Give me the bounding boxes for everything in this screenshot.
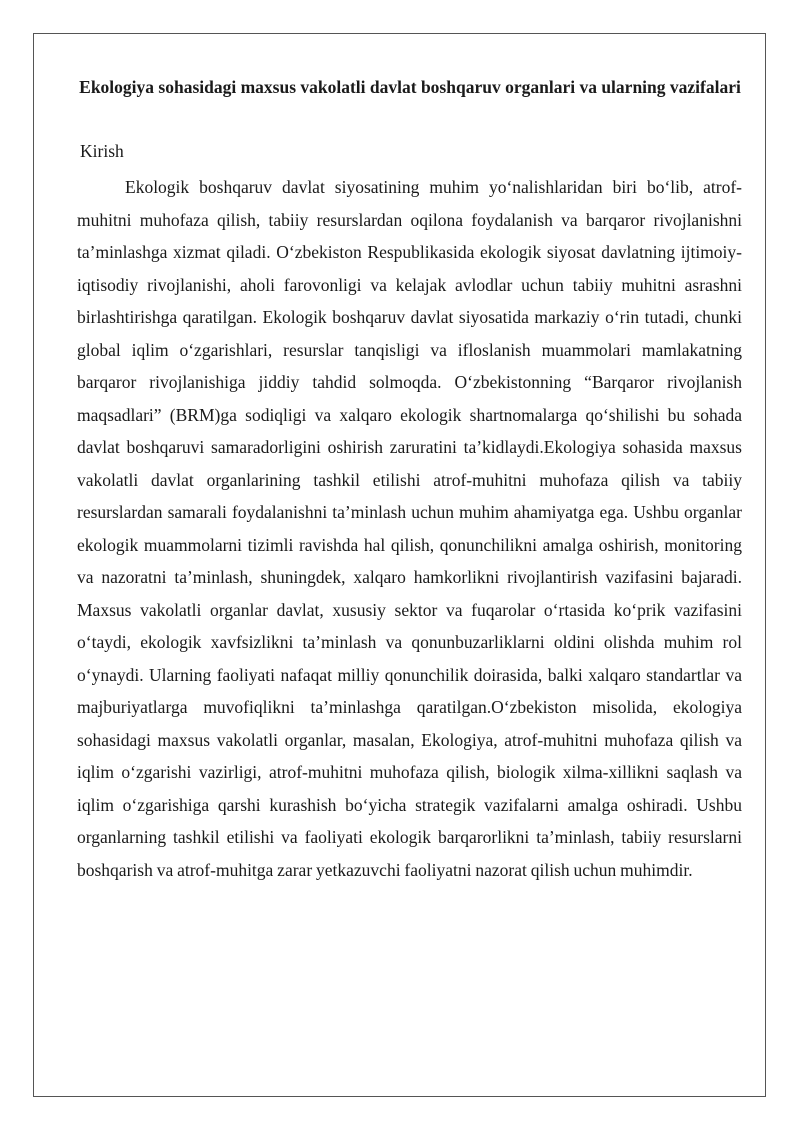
body-paragraph: Ekologik boshqaruv davlat siyosatining muhim yo‘nalishlaridan biri bo‘lib, atrof-muhitni muhofaza qilish, tabiiy resurslardan oqilona foydalanish va barqaror rivojlanishni ta’minlashga xizmat qiladi. O‘zbekiston Respublikasida ekologik siyosat davlatning ijtimoiy-iqtisodiy rivojlanishi, aholi farovonligi va kelajak avlodlar uchun tabiiy muhitni asrashni birlashtirishga qaratilgan. Ekologik boshqaruv davlat siyosatida markaziy o‘rin tutadi, chunki global iqlim o‘zgarishlari, resurslar tanqisligi va ifloslanish muammolari mamlakatning barqaror rivojlanishiga jiddiy tahdid solmoqda. O‘zbekistonning “Barqaror rivojlanish maqsadlari” (BRM)ga sodiqligi va xalqaro ekologik shartnomalarga qo‘shilishi bu sohada davlat boshqaruvi samaradorligini oshirish zaruratini ta’kidlaydi.Ekologiya sohasida maxsus vakolatli davlat organlarining tashkil etilishi atrof-muhitni muhofaza qilish va tabiiy resurslardan samarali foydalanishni ta’minlash uchun muhim ahamiyatga ega. Ushbu organlar ekologik muammolarni tizimli ravishda hal qilish, qonunchilikni amalga oshirish, monitoring va nazoratni ta’minlash, shuningdek, xalqaro hamkorlikni rivojlantirish vazifasini bajaradi. Maxsus vakolatli organlar davlat, xususiy sektor va fuqarolar o‘rtasida ko‘prik vazifasini o‘taydi, ekologik xavfsizlikni ta’minlash va qonunbuzarliklarni oldini olishda muhim rol o‘ynaydi. Ularning faoliyati nafaqat milliy qonunchilik doirasida, balki xalqaro standartlar va majburiyatlarga muvofiqlikni ta’minlashga qaratilgan.O‘zbekiston misolida, ekologiya sohasidagi maxsus vakolatli organlar, masalan, Ekologiya, atrof-muhitni muhofaza qilish va iqlim o‘zgarishi vazirligi, atrof-muhitni muhofaza qilish, biologik xilma-xillikni saqlash va iqlim o‘zgarishiga qarshi kurashish bo‘yicha strategik vazifalarni amalga oshiradi. Ushbu organlarning tashkil etilishi va faoliyati ekologik barqarorlikni ta’minlash, tabiiy resurslarni boshqarish va atrof-muhitga zarar yetkazuvchi faoliyatni nazorat qilish uchun muhimdir. (77, 177, 742, 880)
document-title: Ekologiya sohasidagi maxsus vakolatli davlat boshqaruv organlari va ularning vazifalari (79, 77, 741, 97)
section-heading: Kirish (80, 141, 124, 161)
